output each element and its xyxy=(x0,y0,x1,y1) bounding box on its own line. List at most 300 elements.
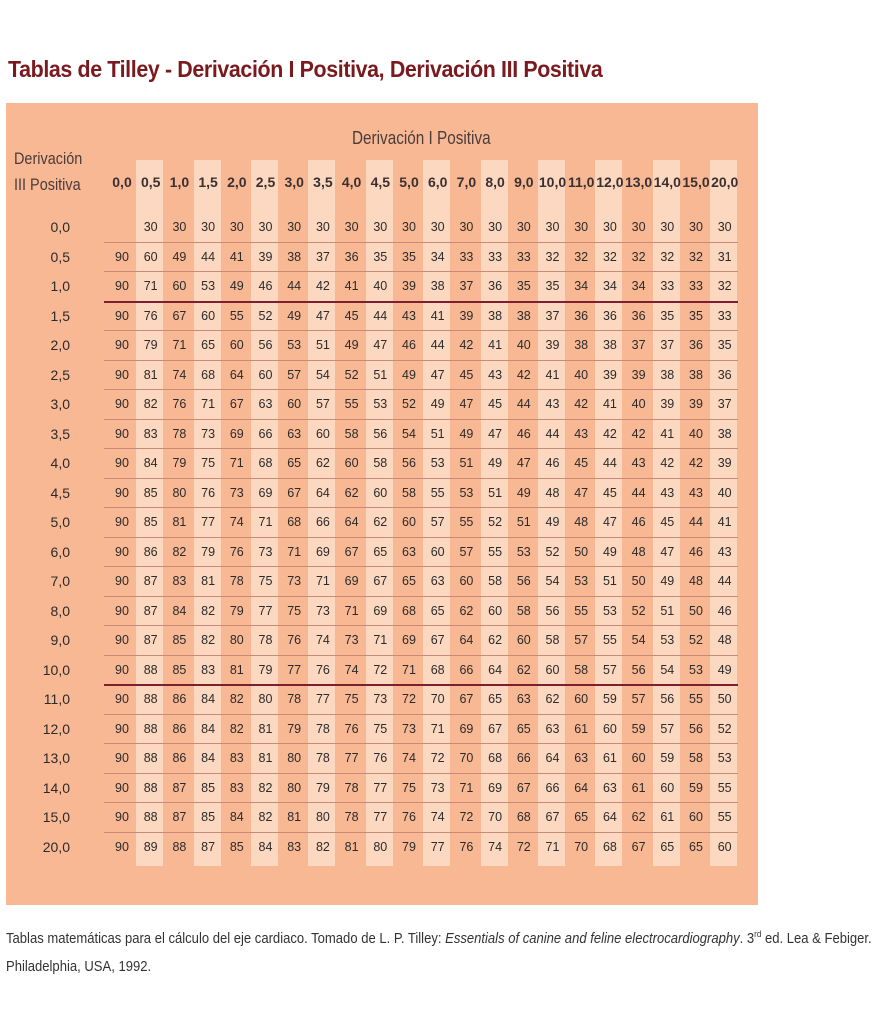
table-cell: 41 xyxy=(602,397,617,411)
table-cell: 87 xyxy=(172,780,187,795)
table-cell: 45 xyxy=(459,367,474,382)
table-cell: 81 xyxy=(287,810,302,824)
table-cell: 30 xyxy=(660,220,675,234)
column-header: 0,0 xyxy=(112,174,132,190)
column-header: 2,0 xyxy=(227,174,247,190)
table-cell: 81 xyxy=(344,839,359,854)
table-cell: 90 xyxy=(115,692,129,706)
table-cell: 38 xyxy=(574,338,589,352)
table-cell: 79 xyxy=(402,839,416,854)
table-cell: 36 xyxy=(602,308,617,323)
row-header: 3,0 xyxy=(50,396,70,412)
table-cell: 48 xyxy=(717,633,732,647)
table-cell: 71 xyxy=(373,633,388,647)
table-cell: 40 xyxy=(631,397,646,411)
table-cell: 49 xyxy=(488,456,503,470)
table-cell: 81 xyxy=(172,515,187,529)
table-cell: 65 xyxy=(660,839,675,854)
table-cell: 77 xyxy=(373,810,388,824)
table-cell: 33 xyxy=(488,249,503,264)
table-cell: 78 xyxy=(229,574,244,588)
table-cell: 51 xyxy=(315,338,330,352)
table-cell: 60 xyxy=(402,515,416,529)
table-cell: 53 xyxy=(574,574,589,588)
table-cell: 88 xyxy=(143,721,158,736)
table-cell: 73 xyxy=(344,633,359,647)
table-cell: 48 xyxy=(545,485,560,500)
table-cell: 72 xyxy=(459,810,474,824)
column-header: 4,5 xyxy=(370,174,391,190)
table-cell: 71 xyxy=(287,544,302,559)
table-cell: 66 xyxy=(545,780,560,795)
table-cell: 73 xyxy=(315,603,330,618)
table-cell: 62 xyxy=(315,456,330,470)
table-cell: 80 xyxy=(373,839,388,854)
row-header: 11,0 xyxy=(43,691,70,707)
row-divider xyxy=(104,596,738,597)
table-cell: 72 xyxy=(373,662,388,677)
table-cell: 40 xyxy=(689,426,703,441)
table-cell: 49 xyxy=(545,515,560,529)
table-cell: 41 xyxy=(660,426,675,441)
table-cell: 35 xyxy=(717,338,732,352)
table-cell: 77 xyxy=(373,780,388,795)
row-divider xyxy=(104,802,738,803)
table-cell: 57 xyxy=(430,515,445,529)
table-cell: 73 xyxy=(258,544,273,559)
row-header: 7,0 xyxy=(50,573,70,589)
table-cell: 64 xyxy=(344,515,359,529)
table-cell: 32 xyxy=(689,249,703,264)
table-cell: 49 xyxy=(402,367,416,382)
table-cell: 39 xyxy=(545,338,560,352)
table-cell: 51 xyxy=(488,485,503,500)
table-cell: 30 xyxy=(402,220,416,234)
table-cell: 51 xyxy=(373,367,388,382)
table-cell: 60 xyxy=(574,692,589,706)
table-cell: 68 xyxy=(287,515,302,529)
table-cell: 52 xyxy=(717,721,732,736)
table-cell: 60 xyxy=(344,456,359,470)
table-cell: 81 xyxy=(229,662,244,677)
table-cell: 30 xyxy=(602,220,617,234)
table-cell: 53 xyxy=(717,751,732,765)
table-cell: 80 xyxy=(315,810,330,824)
source-caption xyxy=(6,920,872,981)
table-cell: 37 xyxy=(545,308,560,323)
table-cell: 46 xyxy=(631,515,646,529)
table-cell: 85 xyxy=(201,810,216,824)
table-cell: 82 xyxy=(258,780,273,795)
table-cell: 34 xyxy=(430,249,445,264)
column-header: 20,0 xyxy=(711,174,739,190)
table-cell: 51 xyxy=(516,515,531,529)
table-cell: 65 xyxy=(402,574,416,588)
table-cell: 68 xyxy=(402,603,416,618)
table-cell: 39 xyxy=(631,367,646,382)
caption-prefix: Tablas matemáticas para el cálculo del eje cardiaco. Tomado de L. P. Tilley: xyxy=(6,930,446,947)
table-cell: 55 xyxy=(717,810,732,824)
table-cell: 65 xyxy=(287,456,302,470)
table-cell: 44 xyxy=(602,456,617,470)
table-cell: 58 xyxy=(402,485,416,500)
row-divider xyxy=(104,832,738,833)
table-cell: 82 xyxy=(229,721,244,736)
row-divider xyxy=(104,714,738,715)
table-cell: 59 xyxy=(602,692,617,706)
table-cell: 67 xyxy=(287,485,302,500)
table-cell: 86 xyxy=(172,751,187,765)
table-cell: 78 xyxy=(287,692,302,706)
table-cell: 52 xyxy=(488,515,503,529)
table-cell: 61 xyxy=(602,751,617,765)
table-cell: 60 xyxy=(315,426,330,441)
caption-superscript: rd xyxy=(754,929,762,939)
table-cell: 77 xyxy=(315,692,330,706)
column-header: 5,0 xyxy=(399,174,419,190)
table-cell: 46 xyxy=(545,456,560,470)
table-cell: 41 xyxy=(344,279,359,293)
table-cell: 32 xyxy=(631,249,646,264)
table-cell: 90 xyxy=(115,308,129,323)
table-cell: 39 xyxy=(459,308,474,323)
table-cell: 44 xyxy=(545,426,560,441)
table-cell: 52 xyxy=(631,603,646,618)
table-cell: 60 xyxy=(172,279,187,293)
table-cell: 77 xyxy=(201,515,216,529)
table-cell: 32 xyxy=(717,279,732,293)
row-divider xyxy=(104,389,738,390)
column-header: 0,5 xyxy=(140,174,161,190)
row-header: 1,0 xyxy=(50,278,70,294)
table-cell: 67 xyxy=(373,574,388,588)
table-cell: 67 xyxy=(172,308,187,323)
table-cell: 36 xyxy=(488,279,503,293)
table-cell: 54 xyxy=(631,633,646,647)
table-cell: 90 xyxy=(115,397,129,411)
column-header: 4,0 xyxy=(341,174,362,190)
table-cell: 56 xyxy=(545,603,560,618)
caption-suffix: ed. Lea & Febiger. xyxy=(761,930,872,947)
table-cell: 69 xyxy=(229,426,244,441)
table-cell: 54 xyxy=(660,662,675,677)
table-cell: 77 xyxy=(287,662,302,677)
table-cell: 52 xyxy=(344,367,359,382)
row-divider xyxy=(104,566,738,567)
table-cell: 63 xyxy=(258,397,273,411)
table-cell: 90 xyxy=(115,721,129,736)
table-cell: 30 xyxy=(344,220,359,234)
table-cell: 46 xyxy=(717,603,732,618)
table-cell: 85 xyxy=(172,633,187,647)
table-cell: 51 xyxy=(430,426,445,441)
table-cell: 79 xyxy=(143,338,158,352)
table-cell: 66 xyxy=(516,751,531,765)
table-cell: 34 xyxy=(602,279,617,293)
table-cell: 40 xyxy=(717,485,732,500)
table-cell: 34 xyxy=(574,279,589,293)
table-cell: 65 xyxy=(689,839,703,854)
table-cell: 39 xyxy=(258,249,273,264)
table-cell: 74 xyxy=(402,751,416,765)
table-cell: 38 xyxy=(689,367,703,382)
row-header: 12,0 xyxy=(42,720,70,737)
table-cell: 46 xyxy=(402,338,416,352)
table-cell: 44 xyxy=(717,574,732,588)
table-cell: 85 xyxy=(229,839,244,854)
table-cell: 67 xyxy=(344,544,359,559)
table-cell: 85 xyxy=(143,485,158,500)
table-cell: 41 xyxy=(488,338,503,352)
table-cell: 82 xyxy=(258,810,273,824)
table-cell: 36 xyxy=(631,308,646,323)
table-cell: 56 xyxy=(258,338,273,352)
row-header: 6,0 xyxy=(50,543,70,560)
table-cell: 55 xyxy=(344,397,359,411)
table-cell: 73 xyxy=(287,574,302,588)
table-cell: 90 xyxy=(115,633,129,647)
table-cell: 65 xyxy=(488,692,503,706)
table-cell: 30 xyxy=(373,220,388,234)
table-cell: 42 xyxy=(660,456,675,470)
table-cell: 83 xyxy=(172,574,187,588)
table-cell: 86 xyxy=(172,721,187,736)
table-cell: 68 xyxy=(516,810,531,824)
table-cell: 36 xyxy=(689,338,703,352)
table-cell: 75 xyxy=(287,603,302,618)
table-cell: 60 xyxy=(229,338,244,352)
table-cell: 43 xyxy=(689,485,703,500)
table-cell: 85 xyxy=(172,662,187,677)
table-cell: 33 xyxy=(660,279,675,293)
table-cell: 62 xyxy=(488,633,503,647)
table-cell: 74 xyxy=(229,515,244,529)
table-cell: 76 xyxy=(344,721,359,736)
table-cell: 45 xyxy=(344,308,359,323)
table-cell: 42 xyxy=(631,426,646,441)
table-cell: 57 xyxy=(459,544,474,559)
table-cell: 49 xyxy=(172,249,187,264)
column-header: 8,0 xyxy=(485,174,505,190)
table-cell: 38 xyxy=(717,426,732,441)
table-cell: 62 xyxy=(631,810,646,824)
table-cell: 57 xyxy=(660,721,675,736)
table-cell: 41 xyxy=(717,515,732,529)
table-cell: 61 xyxy=(660,810,675,824)
table-cell: 74 xyxy=(430,810,445,824)
table-cell: 70 xyxy=(574,839,589,854)
table-cell: 49 xyxy=(229,279,244,293)
table-cell: 60 xyxy=(660,780,675,795)
table-cell: 58 xyxy=(689,751,703,765)
table-cell: 32 xyxy=(660,249,675,264)
table-cell: 32 xyxy=(574,249,589,264)
table-cell: 49 xyxy=(660,574,675,588)
table-cell: 84 xyxy=(201,692,216,706)
table-cell: 56 xyxy=(660,692,675,706)
table-cell: 87 xyxy=(143,574,158,588)
table-cell: 54 xyxy=(315,367,330,382)
row-axis-header-line2: III Positiva xyxy=(14,175,81,194)
table-cell: 82 xyxy=(201,603,216,618)
table-cell: 47 xyxy=(430,367,445,382)
column-header: 3,5 xyxy=(313,174,333,190)
table-cell: 73 xyxy=(201,426,216,441)
table-cell: 71 xyxy=(430,721,445,736)
table-cell: 31 xyxy=(717,249,732,264)
column-header: 11,0 xyxy=(567,174,595,190)
table-cell: 37 xyxy=(717,397,732,411)
table-cell: 37 xyxy=(660,338,675,352)
table-cell: 64 xyxy=(545,751,560,765)
table-cell: 88 xyxy=(143,692,158,706)
table-cell: 30 xyxy=(201,220,216,234)
caption-book-title: Essentials of canine and feline electrocardiography xyxy=(445,930,740,947)
table-cell: 46 xyxy=(689,544,703,559)
table-cell: 60 xyxy=(258,367,273,382)
table-cell: 75 xyxy=(344,692,359,706)
table-cell: 75 xyxy=(373,721,388,736)
table-cell: 78 xyxy=(344,780,359,795)
row-header: 4,5 xyxy=(50,484,70,501)
table-cell: 65 xyxy=(201,338,216,352)
table-cell: 58 xyxy=(488,574,503,588)
table-cell: 55 xyxy=(717,780,732,795)
table-cell: 30 xyxy=(229,220,244,234)
table-cell: 76 xyxy=(229,544,244,559)
table-cell: 38 xyxy=(602,338,617,352)
table-cell: 49 xyxy=(344,338,359,352)
table-cell: 63 xyxy=(516,692,531,706)
table-cell: 43 xyxy=(574,426,589,441)
table-cell: 54 xyxy=(545,574,560,588)
table-cell: 33 xyxy=(717,308,732,323)
row-header: 2,5 xyxy=(50,366,70,383)
table-cell: 70 xyxy=(459,751,474,765)
table-cell: 69 xyxy=(488,780,503,795)
table-cell: 39 xyxy=(602,367,617,382)
table-cell: 76 xyxy=(172,397,187,411)
table-cell: 47 xyxy=(660,544,675,559)
column-group-title: Derivación I Positiva xyxy=(352,128,491,148)
table-cell: 44 xyxy=(516,397,531,411)
row-divider xyxy=(104,537,738,538)
table-cell: 30 xyxy=(631,220,646,234)
table-cell: 41 xyxy=(229,249,244,264)
table-cell: 70 xyxy=(430,692,445,706)
table-cell: 47 xyxy=(373,338,388,352)
column-header: 3,0 xyxy=(284,174,304,190)
table-cell: 49 xyxy=(717,662,732,677)
column-header: 14,0 xyxy=(653,174,681,190)
table-cell: 60 xyxy=(373,485,388,500)
table-cell: 63 xyxy=(545,721,560,736)
table-cell: 62 xyxy=(516,662,531,677)
table-cell: 43 xyxy=(717,544,732,559)
table-cell: 79 xyxy=(201,544,216,559)
table-cell: 88 xyxy=(143,662,158,677)
table-cell: 68 xyxy=(602,839,617,854)
row-divider xyxy=(104,242,738,243)
table-cell: 83 xyxy=(143,426,158,441)
table-cell: 60 xyxy=(201,308,216,323)
column-header: 6,0 xyxy=(427,174,448,190)
table-cell: 88 xyxy=(143,751,158,765)
row-header: 2,0 xyxy=(50,337,70,353)
row-divider xyxy=(104,773,738,774)
table-cell: 44 xyxy=(201,249,216,264)
table-cell: 30 xyxy=(545,220,560,234)
table-cell: 53 xyxy=(602,603,617,618)
table-cell: 55 xyxy=(488,544,503,559)
table-cell: 30 xyxy=(459,220,474,234)
table-cell: 60 xyxy=(430,544,445,559)
table-cell: 82 xyxy=(143,397,158,411)
table-cell: 69 xyxy=(258,485,273,500)
table-cell: 51 xyxy=(660,603,675,618)
table-cell: 79 xyxy=(258,662,273,677)
table-cell: 77 xyxy=(258,603,273,618)
table-cell: 35 xyxy=(689,308,703,323)
table-cell: 58 xyxy=(516,603,531,618)
table-cell: 66 xyxy=(258,426,273,441)
table-cell: 76 xyxy=(402,810,416,824)
table-cell: 73 xyxy=(402,721,416,736)
table-cell: 90 xyxy=(115,751,129,765)
table-cell: 87 xyxy=(143,603,158,618)
row-divider xyxy=(104,360,738,361)
table-cell: 38 xyxy=(516,308,531,323)
table-cell: 46 xyxy=(516,426,531,441)
table-cell: 75 xyxy=(201,456,216,470)
table-cell: 90 xyxy=(115,780,129,795)
row-header: 20,0 xyxy=(42,838,70,855)
table-cell: 76 xyxy=(201,485,216,500)
caption-line2: Philadelphia, USA, 1992. xyxy=(6,958,152,975)
column-header: 10,0 xyxy=(538,174,567,190)
table-cell: 56 xyxy=(631,662,646,677)
table-cell: 65 xyxy=(516,721,531,736)
table-cell: 60 xyxy=(143,249,158,264)
table-cell: 60 xyxy=(287,397,302,411)
table-cell: 60 xyxy=(717,839,732,854)
table-cell: 67 xyxy=(229,397,244,411)
row-divider xyxy=(104,419,738,420)
table-cell: 76 xyxy=(315,662,330,677)
table-cell: 42 xyxy=(602,426,617,441)
table-cell: 86 xyxy=(143,544,158,559)
table-cell: 67 xyxy=(459,692,474,706)
table-cell: 80 xyxy=(287,780,302,795)
table-cell: 78 xyxy=(344,810,359,824)
row-divider xyxy=(104,625,738,626)
table-cell: 90 xyxy=(115,367,129,382)
table-cell: 30 xyxy=(172,220,187,234)
table-cell: 32 xyxy=(602,249,617,264)
row-header: 5,0 xyxy=(50,514,70,530)
table-cell: 60 xyxy=(545,662,560,677)
column-header: 7,0 xyxy=(456,174,477,190)
table-cell: 55 xyxy=(574,603,589,618)
table-cell: 71 xyxy=(402,662,416,677)
table-cell: 47 xyxy=(315,308,330,323)
table-cell: 47 xyxy=(459,397,474,411)
table-cell: 69 xyxy=(315,544,330,559)
table-cell: 58 xyxy=(344,426,359,441)
table-cell: 57 xyxy=(631,692,646,706)
table-cell: 76 xyxy=(459,839,474,854)
table-cell: 72 xyxy=(516,839,531,854)
